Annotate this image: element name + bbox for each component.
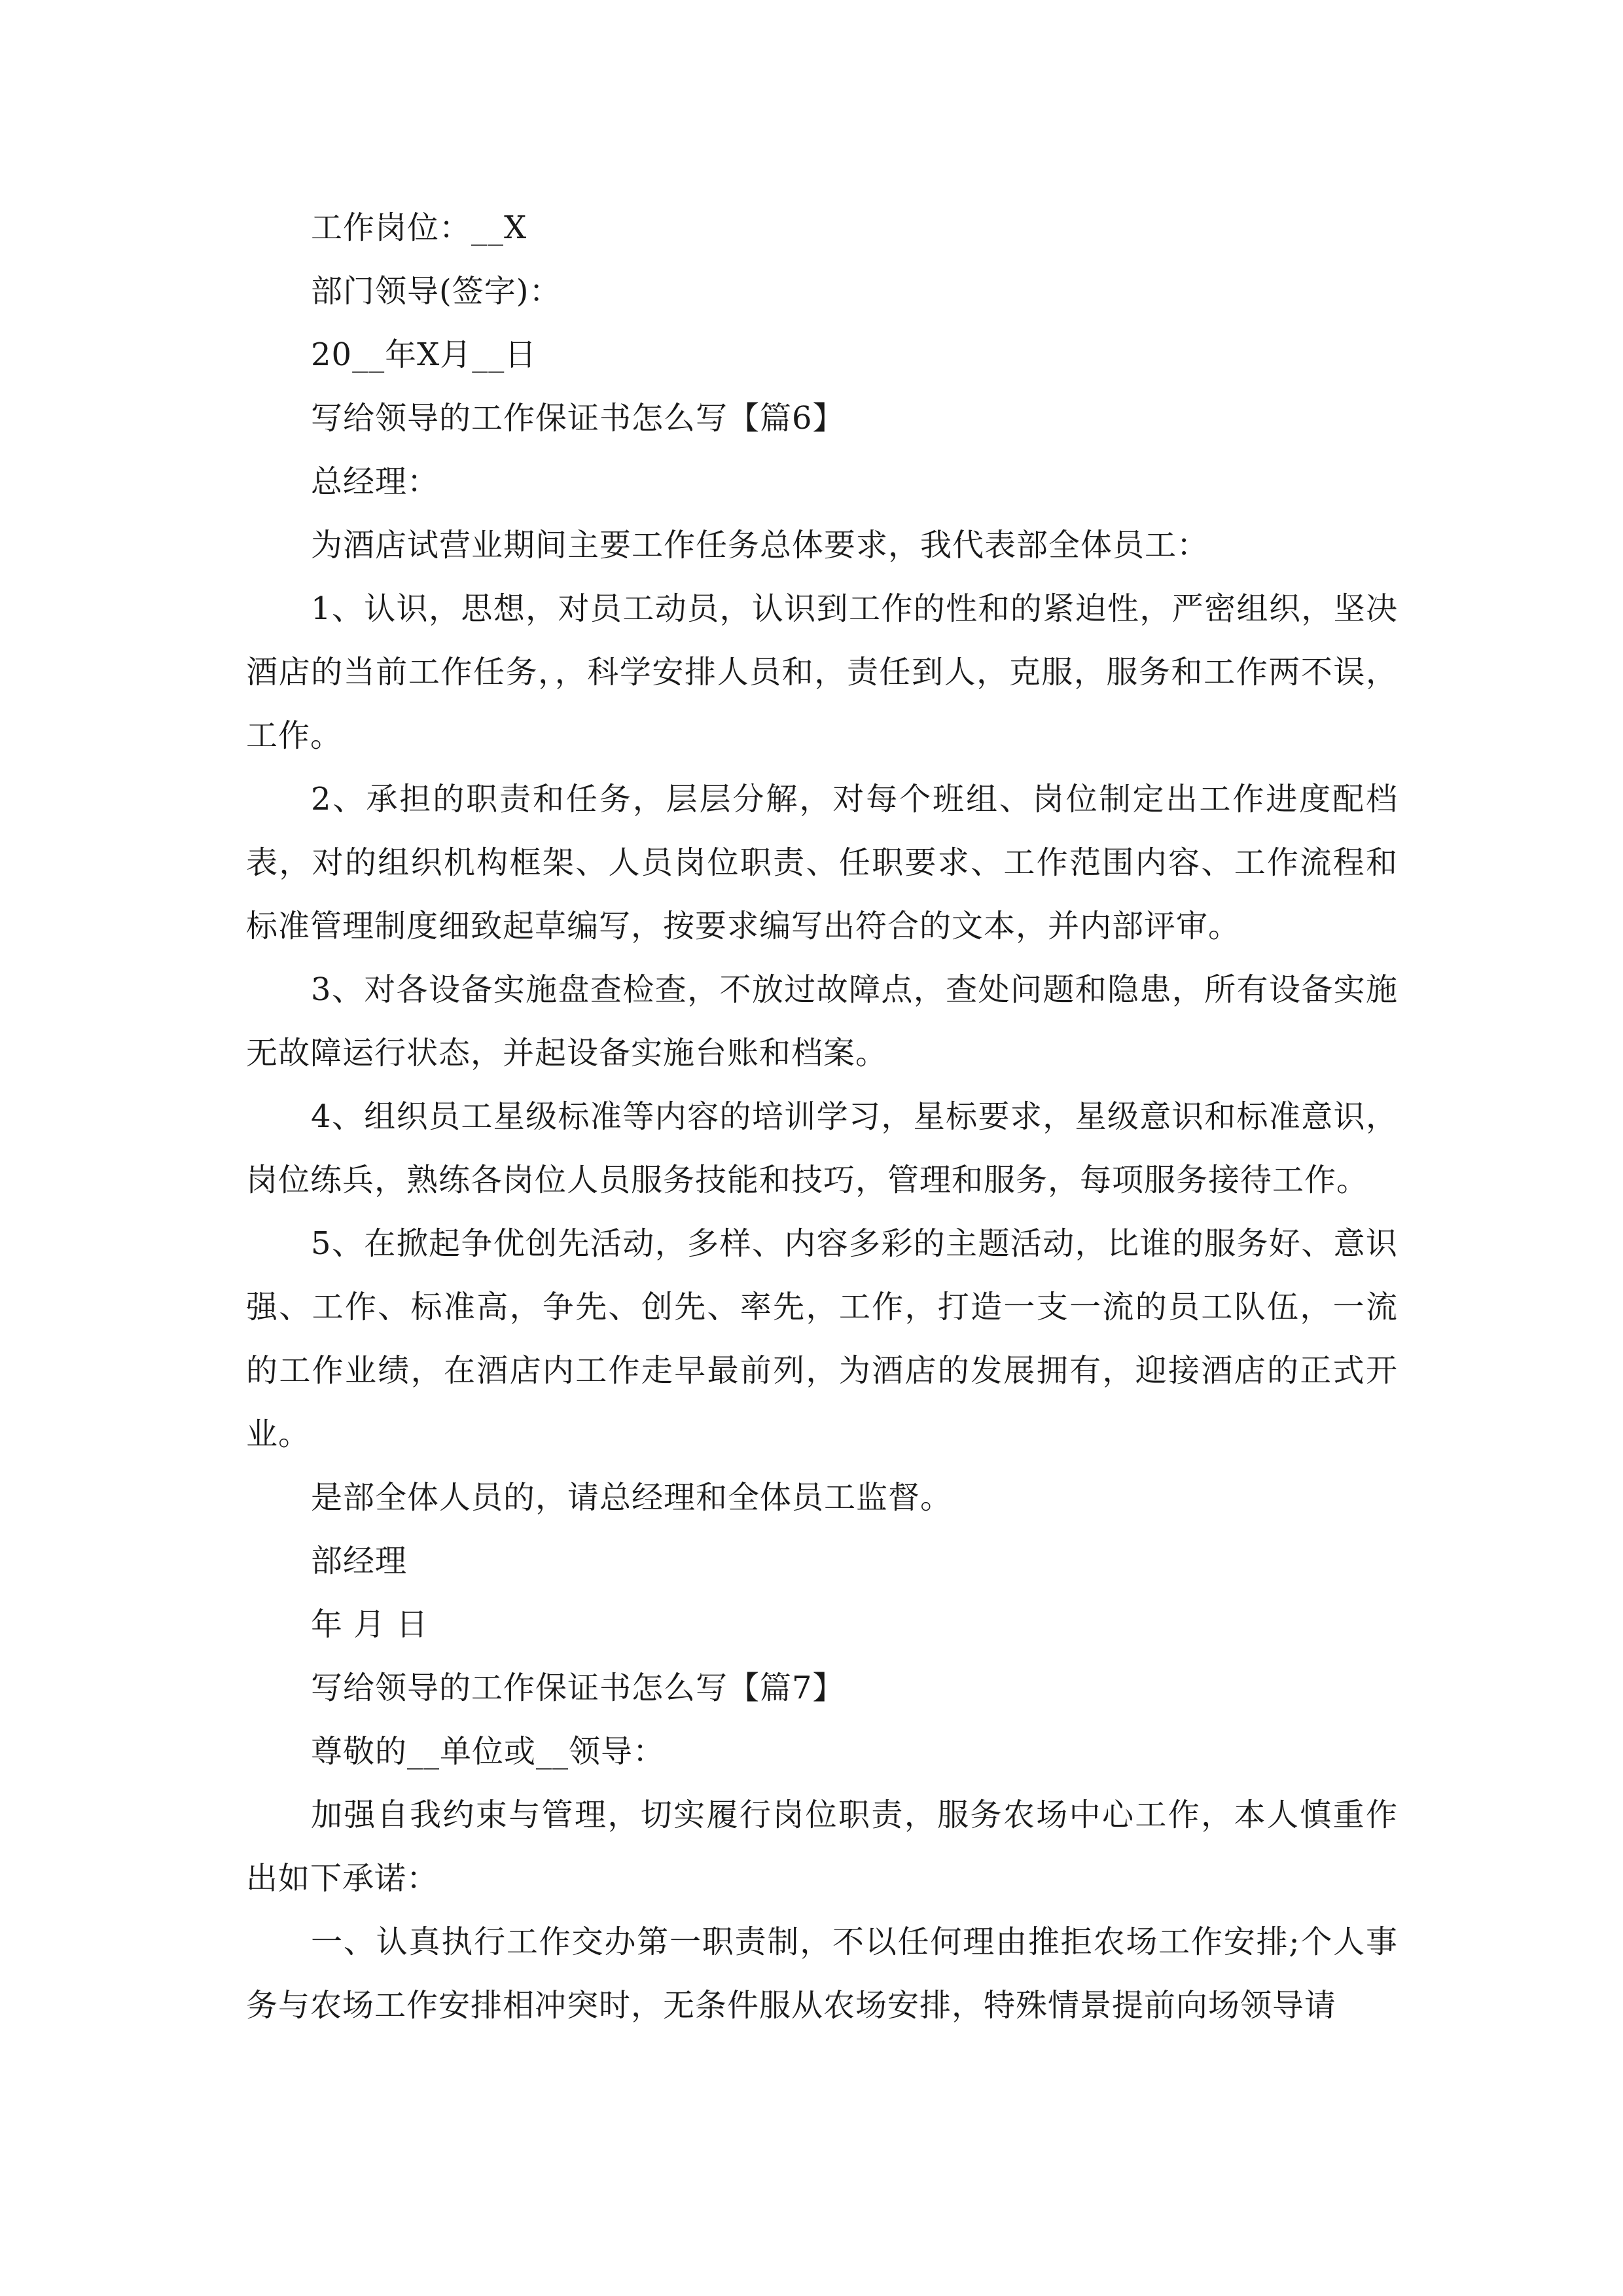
closing-paragraph: 是部全体人员的，请总经理和全体员工监督。 <box>311 1479 953 1516</box>
document-body <box>246 196 1398 2037</box>
section-heading-7: 写给领导的工作保证书怎么写【篇7】 <box>311 1670 845 1706</box>
leader-signature-line: 部门领导(签字)： <box>311 273 562 310</box>
item-paragraph-2: 2、承担的职责和任务，层层分解，对每个班组、岗位制定出工作进度配档表，对的组织机构框架、人员岗位职责、任职要求、工作范围内容、工作流程和标准管理制度细致起草编写，按要求编写出符合的文本，并内部评审。 <box>246 781 1398 944</box>
item-paragraph-4: 4、组织员工星级标准等内容的培训学习，星标要求，星级意识和标准意识，岗位练兵，熟练各岗位人员服务技能和技巧，管理和服务，每项服务接待工作。 <box>246 1098 1398 1198</box>
item-paragraph-1: 1、认识，思想，对员工动员，认识到工作的性和的紧迫性，严密组织，坚决酒店的当前工作任务，，科学安排人员和，责任到人，克服，服务和工作两不误，工作。 <box>246 590 1398 754</box>
section-heading-6: 写给领导的工作保证书怎么写【篇6】 <box>311 400 845 437</box>
salutation-general-manager: 总经理： <box>311 463 440 500</box>
signature-date-line: 年 月 日 <box>311 1606 429 1643</box>
date-line: 20__年X月__日 <box>311 336 537 373</box>
intro-paragraph: 为酒店试营业期间主要工作任务总体要求，我代表部全体员工： <box>311 527 1209 564</box>
commitment-intro-paragraph: 加强自我约束与管理，切实履行岗位职责，服务农场中心工作，本人慎重作出如下承诺： <box>246 1797 1398 1897</box>
item-paragraph-5: 5、在掀起争优创先活动，多样、内容多彩的主题活动，比谁的服务好、意识强、工作、标准高，争先、创先、率先，工作，打造一支一流的员工队伍，一流的工作业绩，在酒店内工作走早最前列，为酒店的发展拥有，迎接酒店的正式开业。 <box>246 1225 1398 1452</box>
job-position-line: 工作岗位：__X <box>311 209 527 246</box>
signer-line: 部经理 <box>311 1543 408 1579</box>
commitment-item-1: 一、认真执行工作交办第一职责制，不以任何理由推拒农场工作安排;个人事务与农场工作安排相冲突时，无条件服从农场安排，特殊情景提前向场领导请 <box>246 1924 1398 2024</box>
item-paragraph-3: 3、对各设备实施盘查检查，不放过故障点，查处问题和隐患，所有设备实施无故障运行状态，并起设备实施台账和档案。 <box>246 971 1398 1071</box>
salutation-unit-leader: 尊敬的__单位或__领导： <box>311 1733 666 1770</box>
